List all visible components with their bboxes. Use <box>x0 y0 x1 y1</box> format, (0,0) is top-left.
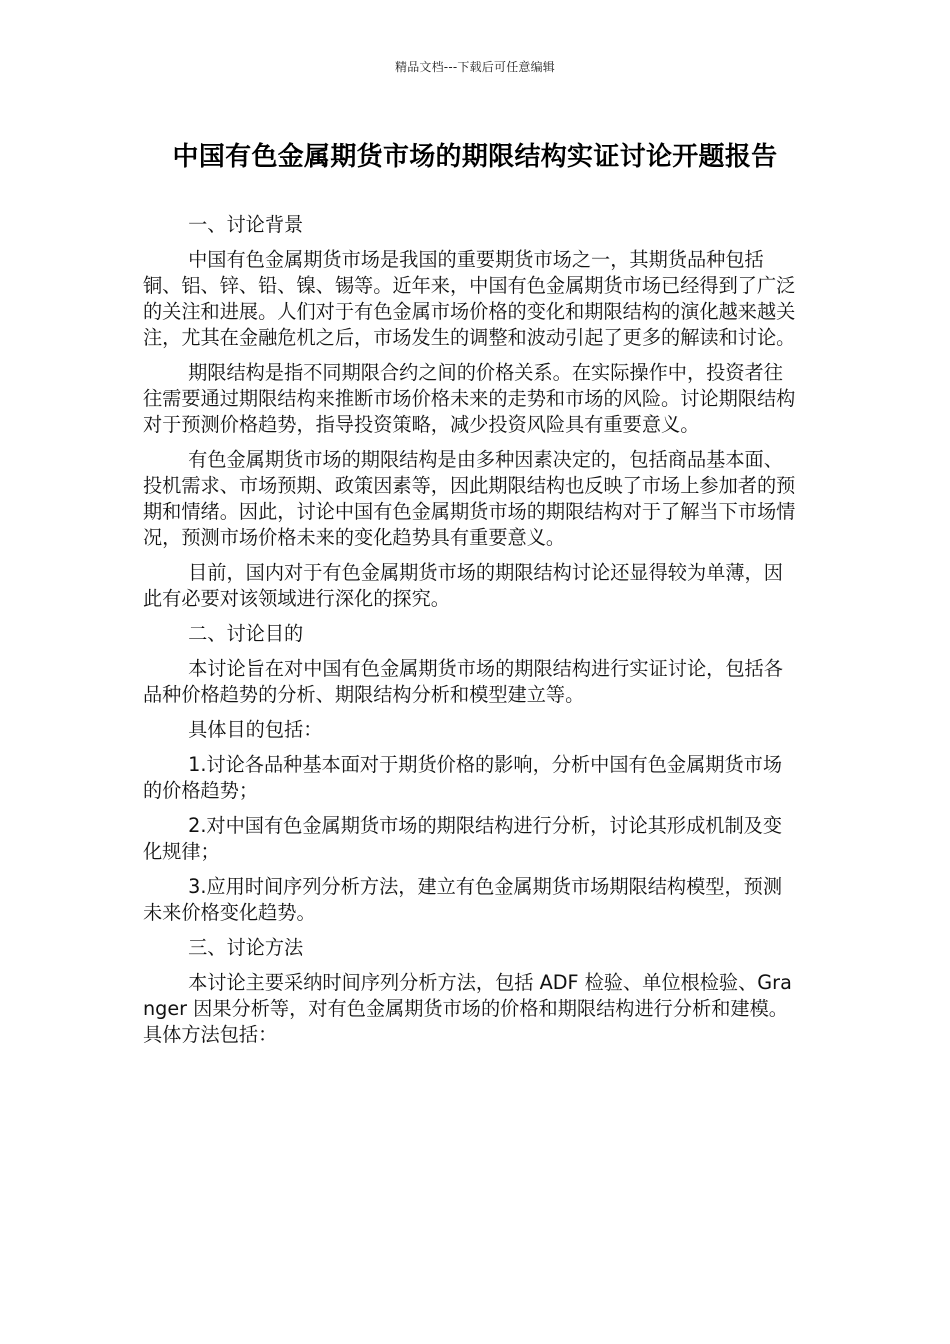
header-note: 精品文档---下载后可任意编辑 <box>395 60 555 74</box>
paragraph-purpose-2: 具体目的包括： <box>188 718 323 741</box>
paragraph-purpose-1: 本讨论旨在对中国有色金属期货市场的期限结构进行实证讨论，包括各品种价格趋势的分析、期限结构分析和模型建立等。 <box>143 657 783 706</box>
list-item-purpose-3: 3.应用时间序列分析方法，建立有色金属期货市场期限结构模型，预测未来价格变化趋势。 <box>143 875 783 924</box>
section-heading-method: 三、讨论方法 <box>188 936 304 959</box>
list-item-purpose-2: 2.对中国有色金属期货市场的期限结构进行分析，讨论其形成机制及变化规律； <box>143 814 783 863</box>
list-item-purpose-1: 1.讨论各品种基本面对于期货价格的影响，分析中国有色金属期货市场的价格趋势； <box>143 753 783 802</box>
paragraph-background-3: 有色金属期货市场的期限结构是由多种因素决定的，包括商品基本面、投机需求、市场预期、政策因素等，因此期限结构也反映了市场上参加者的预期和情绪。因此，讨论中国有色金属期货市场的期限结构对于了解当下市场情况，预测市场价格未来的变化趋势具有重要意义。 <box>143 448 796 549</box>
section-heading-purpose: 二、讨论目的 <box>188 622 304 645</box>
section-heading-background: 一、讨论背景 <box>188 213 304 236</box>
document-body <box>143 212 799 1057</box>
paragraph-background-1: 中国有色金属期货市场是我国的重要期货市场之一，其期货品种包括铜、铝、锌、铅、镍、锡等。近年来，中国有色金属期货市场已经得到了广泛的关注和进展。人们对于有色金属市场价格的变化和期限结构的演化越来越关注，尤其在金融危机之后，市场发生的调整和波动引起了更多的解读和讨论。 <box>143 248 796 349</box>
paragraph-method-1: 本讨论主要采纳时间序列分析方法，包括 ADF 检验、单位根检验、Granger 因果分析等，对有色金属期货市场的价格和期限结构进行分析和建模。具体方法包括： <box>143 971 792 1046</box>
paragraph-background-4: 目前，国内对于有色金属期货市场的期限结构讨论还显得较为单薄，因此有必要对该领域进行深化的探究。 <box>143 561 783 610</box>
document-title: 中国有色金属期货市场的期限结构实证讨论开题报告 <box>172 142 778 172</box>
paragraph-background-2: 期限结构是指不同期限合约之间的价格关系。在实际操作中，投资者往往需要通过期限结构来推断市场价格未来的走势和市场的风险。讨论期限结构对于预测价格趋势，指导投资策略，减少投资风险具有重要意义。 <box>143 361 796 436</box>
